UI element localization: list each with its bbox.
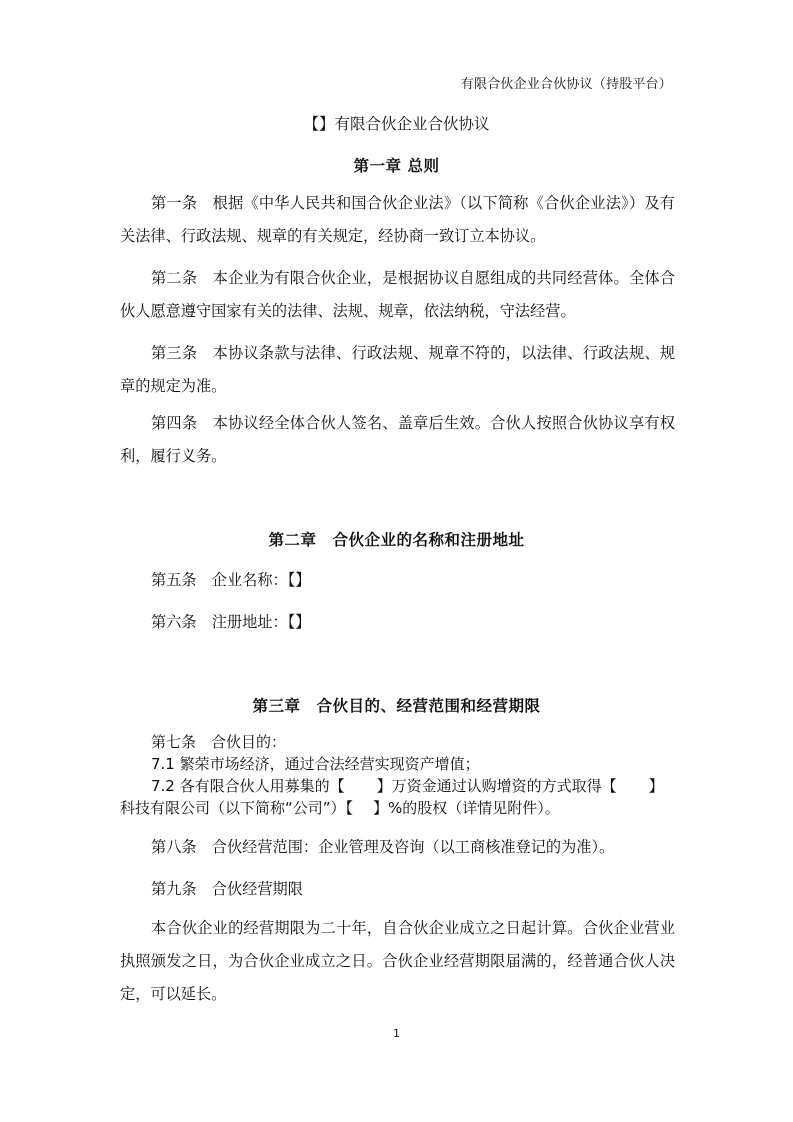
- chapter-2-heading: 第二章 合伙企业的名称和注册地址: [268, 531, 525, 549]
- article-7-2-part-d: 科技有限公司（以下简称“公司”）【: [120, 799, 354, 817]
- article-7-2-part-c: 】: [648, 777, 664, 795]
- article-4: 第四条 本协议经全体合伙人签名、盖章后生效。合伙人按照合伙协议享有权利，履行义务。: [120, 414, 675, 465]
- article-9-heading: 第九条 合伙经营期限: [151, 880, 303, 898]
- page-number: 1: [393, 1027, 400, 1040]
- article-2: 第二条 本企业为有限合伙企业，是根据协议自愿组成的共同经营体。全体合伙人愿意遵守国家有关的法律、法规、规章，依法纳税，守法经营。: [120, 269, 675, 320]
- article-5: 第五条 企业名称：【】: [151, 571, 311, 589]
- article-7-2-continued: [120, 797, 675, 819]
- article-7-2-part-e: 】%的股权（详情见附件）。: [373, 799, 560, 817]
- article-1: 第一条 根据《中华人民共和国合伙企业法》（以下简称《合伙企业法》）及有关法律、行政法规、规章的有关规定，经协商一致订立本协议。: [120, 194, 675, 245]
- article-7: [120, 731, 675, 819]
- chapter-3-heading: 第三章 合伙目的、经营范围和经营期限: [252, 697, 541, 715]
- article-9-body: 本合伙企业的经营期限为二十年，自合伙企业成立之日起计算。合伙企业营业执照颁发之日，为合伙企业成立之日。合伙企业经营期限届满的，经普通合伙人决定，可以延长。: [120, 919, 675, 1003]
- article-6: 第六条 注册地址：【】: [151, 613, 311, 631]
- article-7-1: 7.1 繁荣市场经济，通过合法经营实现资产增值；: [151, 755, 480, 773]
- document-title: 【】有限合伙企业合伙协议: [303, 115, 490, 133]
- article-7-2: [120, 775, 675, 797]
- article-7-2-part-b: 】万资金通过认购增资的方式取得【: [376, 777, 617, 795]
- article-3: 第三条 本协议条款与法律、行政法规、规章不符的，以法律、行政法规、规章的规定为准。: [120, 344, 675, 395]
- chapter-1-heading: 第一章 总则: [353, 157, 440, 175]
- article-7-2-part-a: 7.2 各有限合伙人用募集的【: [151, 777, 345, 795]
- article-8: 第八条 合伙经营范围：企业管理及咨询（以工商核准登记的为准）。: [151, 838, 615, 856]
- article-7-heading: 第七条 合伙目的：: [151, 733, 287, 751]
- running-header: 有限合伙企业合伙协议（持股平台）: [460, 77, 672, 92]
